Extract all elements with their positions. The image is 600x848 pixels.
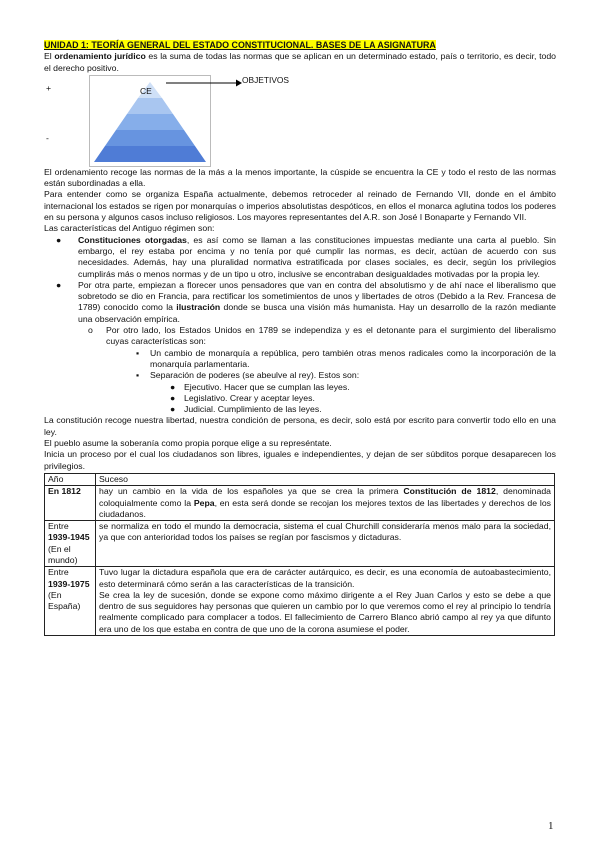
intro-paragraph: El ordenamiento jurídico es la suma de todas las normas que se aplican en un determinado estado, país o territorio, es decir, todo el derecho positivo.: [44, 51, 556, 73]
sub-sub-list-item: ▪ Un cambio de monarquía a república, pero también otras menos radicales como la incorporación de la monarquía parlamentaria.: [136, 347, 556, 369]
cell-year: Entre 1939-1945 (En el mundo): [45, 521, 96, 567]
list-item: ● Constituciones otorgadas, es así como se llaman a las constituciones impuestas mediante una carta al pueblo. Sin embargo, el rey estaba por encima y no tenía por qué cumplir las normas, es decir, actúan de acuerdo con sus necesidades. Además, hay una pluralidad normativa estratificada por clases sociales, es decir, según los privilegios cumplirás más o menos normas y de un tipo u otro, inclusive se encontraban desigualdades motivadas por la propia ley.: [56, 234, 556, 279]
pyramid-layer-2: [127, 98, 173, 114]
cell-year: Entre 1939-1975 (En España): [45, 567, 96, 636]
minus-sign: -: [46, 132, 49, 143]
list-item-term: Constituciones otorgadas: [78, 234, 187, 245]
bullet-dot-icon: ●: [170, 404, 176, 415]
intro-term: ordenamiento jurídico: [54, 51, 146, 62]
closing-paragraph-1: La constitución recoge nuestra libertad, nuestra condición de persona, es decir, solo está por escrito para convertir todo ello en una ley.: [44, 415, 556, 437]
pyramid-layer-3: [116, 114, 184, 130]
sub-list-item: o Por otro lado, los Estados Unidos en 1789 se independiza y es el detonante para el surgimiento del liberalismo cuyas características son:: [88, 325, 556, 347]
cell-event: Tuvo lugar la dictadura española que era de carácter autárquico, es decir, es una economía de autoabastecimiento, esto determinará cómo serán a las características de la transición. Se crea la ley de sucesión, donde se expone como máximo dirigente a el Rey Juan Carlos y esto se debe a que dentro de sus seguidores hay personas que quieren un cambio por lo que veremos como el rey al principio lo tendría realmente complicado para complacer a todos. El fallecimiento de Carrero Blanco abrió campo al rey ya que difunto era uno de los que estaba en contra de que uno de la corona asumiese el poder.: [96, 567, 555, 636]
history-table: [44, 473, 555, 636]
plus-sign: +: [46, 82, 52, 93]
norms-pyramid-figure: [44, 75, 556, 167]
cell-year: En 1812: [45, 486, 96, 521]
bullet-dot-icon: ●: [56, 234, 62, 245]
table-row: [45, 567, 555, 636]
cell-event: hay un cambio en la vida de los españoles ya que se crea la primera Constitución de 1812, denominada coloquialmente como la Pepa, en esta será donde se recojan los mejores textos de las libertades y derechos de los ciudadanos.: [96, 486, 555, 521]
bullet-dot-icon: ●: [170, 392, 176, 403]
features-list: [44, 235, 556, 416]
table-header-row: [45, 473, 555, 485]
power-item: ● Judicial. Cumplimiento de las leyes.: [170, 404, 322, 415]
paragraph-1: El ordenamiento recoge las normas de la más a la menos importante, la cúspide se encuentra la CE y todo el resto de las normas están subordinadas a ella.: [44, 166, 556, 189]
header-event: Suceso: [96, 473, 555, 485]
pyramid-layer-4: [105, 130, 195, 146]
bullet-dot-icon: ●: [56, 279, 62, 290]
bullet-circle-icon: o: [88, 325, 93, 336]
page-number: 1: [548, 820, 554, 832]
list-item: ● Por otra parte, empiezan a florecer unos pensadores que van en contra del absolutismo y de ahí nace el liberalismo que sobretodo se dio en Francia, para rectificar los sometimientos de unos y libertades de otros (Debido a la Rev. Francesa de 1789) conocido como la ilustración donde se busca una visión más humanista. Hay un desarrollo de la razón mediante una observación empírica.: [56, 279, 557, 324]
bullet-square-icon: ▪: [136, 347, 140, 358]
arrow-right-icon: [166, 79, 242, 87]
document-page: [44, 40, 556, 636]
header-year: Año: [45, 473, 96, 485]
sub-sub-list-item: ▪ Separación de poderes (se abeulve al rey). Estos son:: [136, 370, 360, 381]
power-item: ● Legislativo. Crear y aceptar leyes.: [170, 392, 315, 403]
bullet-dot-icon: ●: [170, 381, 176, 392]
objectives-label: OBJETIVOS: [242, 74, 290, 85]
table-row: [45, 521, 555, 567]
closing-paragraph-3: Inicia un proceso por el cual los ciudadanos son libres, iguales e independientes, y dejan de ser súbditos porque desaparecen los privilegios.: [44, 449, 556, 471]
unit-title: UNIDAD 1: TEORÍA GENERAL DEL ESTADO CONSTITUCIONAL. BASES DE LA ASIGNATURA: [44, 40, 436, 50]
paragraph-2: Para entender como se organiza España actualmente, debemos retroceder al reinado de Fernando VII, donde en el ámbito internacional los estados se rigen por monarquías o imperios absolutistas despóticos, en ellos el monarca aglutina todos los poderes en su persona y algunos casos incluso religiosos. Los mayores representantes del A.R. son José I Bonaparte y Fernando VII.: [44, 189, 556, 223]
closing-paragraph-2: El pueblo asume la soberanía como propia porque elige a su represéntate.: [44, 438, 332, 449]
pyramid-layer-5: [94, 146, 206, 162]
power-item: ● Ejecutivo. Hacer que se cumplan las leyes.: [170, 381, 350, 392]
ce-label: CE: [140, 85, 152, 96]
table-row: [45, 486, 555, 521]
list-item-term: ilustración: [176, 302, 221, 313]
bullet-square-icon: ▪: [136, 370, 140, 381]
cell-event: se normaliza en todo el mundo la democracia, sistema el cual Churchill consideraría menos malo para la sociedad, ya que con anterioridad todos los países se regían por fascismos y dictaduras.: [96, 521, 555, 567]
paragraph-3: Las características del Antiguo régimen son:: [44, 223, 215, 234]
